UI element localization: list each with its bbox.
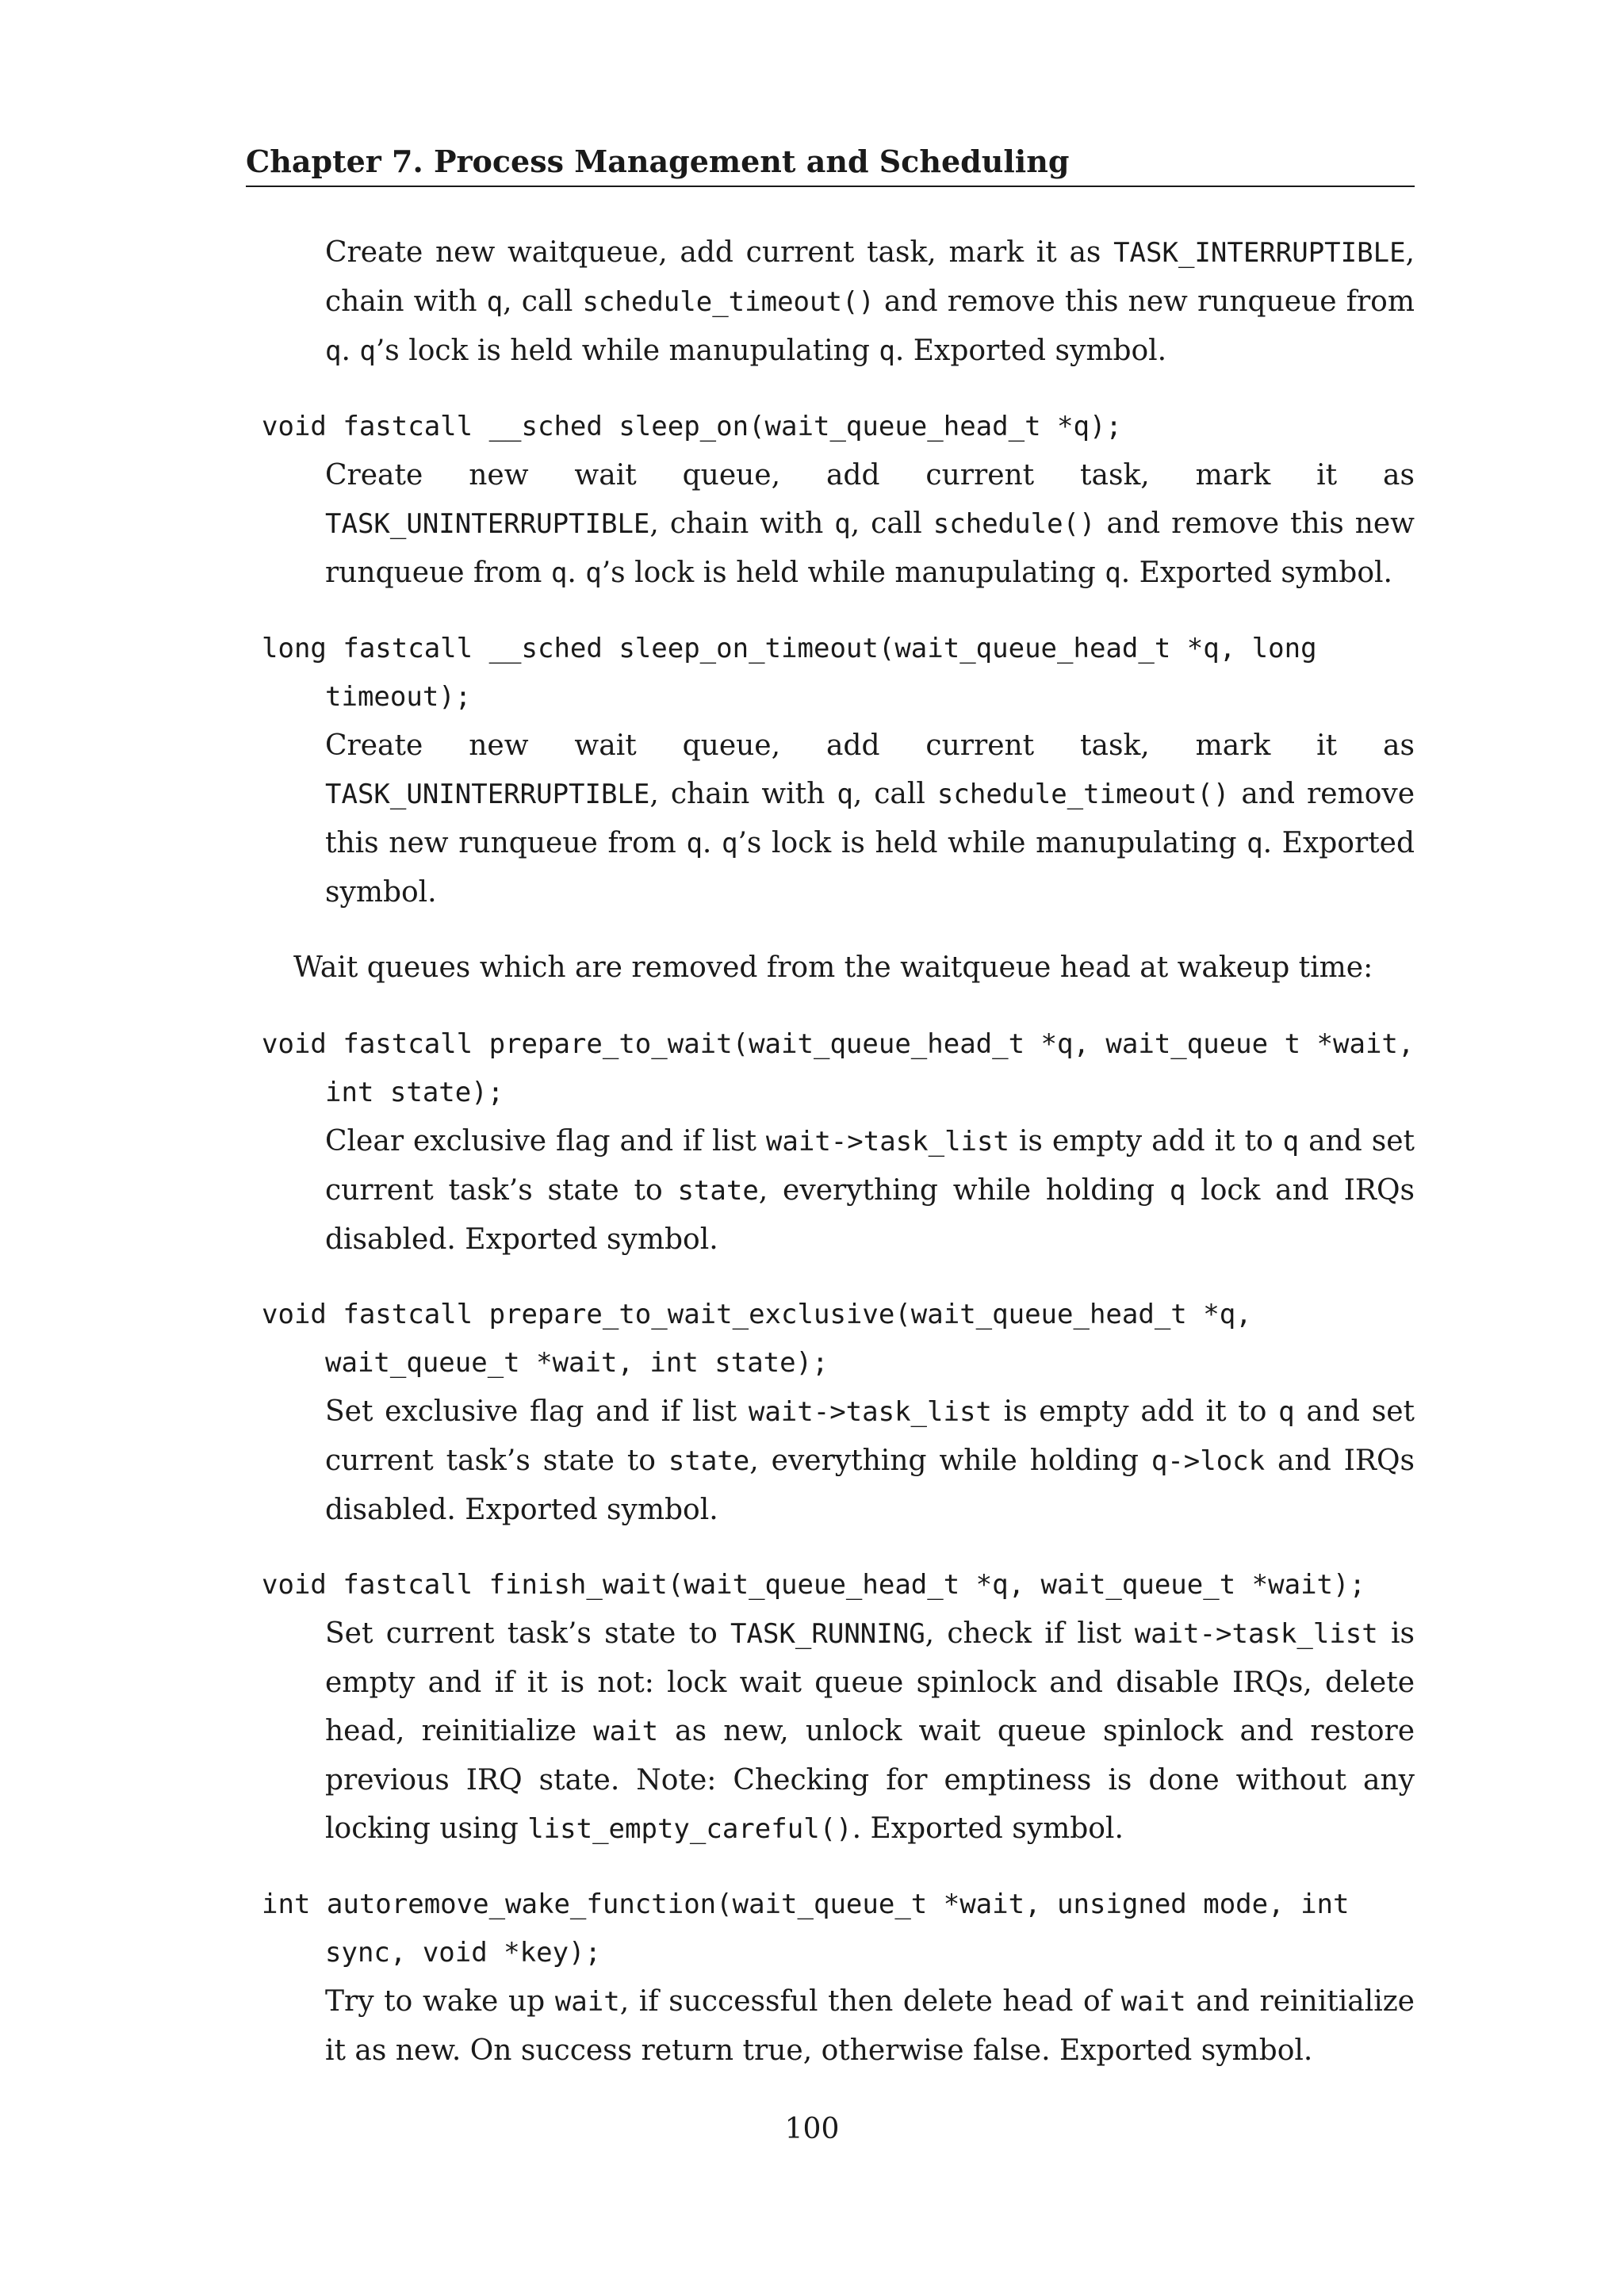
text-span: , chain with [649,507,835,540]
code-span: q [879,335,895,367]
text-span: and remove this new runqueue from [325,507,1415,589]
chapter-header: Chapter 7. Process Management and Scheduling [246,144,1070,179]
code-span: schedule_timeout() [936,779,1230,810]
text-span: and remove this new runqueue from [874,285,1415,318]
text-span: and IRQs disabled. Exported symbol. [325,1445,1415,1526]
text-span: and set current task’s state to [325,1395,1415,1477]
text-span: is empty add it to [991,1395,1279,1428]
code-span: q [325,335,342,367]
text-span: ’s lock is held while manupulating [601,557,1105,589]
text-span: lock and IRQs disabled. Exported symbol. [325,1174,1415,1256]
text-span: Set exclusive flag and if list [325,1395,749,1428]
code-span: wait [593,1716,659,1747]
code-span: TASK_RUNNING [730,1618,925,1650]
code-span: q [1278,1396,1295,1428]
function-signature: long fastcall __sched sleep_on_timeout(wait_queue_head_t *q, long timeout); [262,633,1317,713]
text-span: , call [503,285,583,318]
text-span: . Exported symbol. [894,335,1167,367]
text-span: . Exported symbol. [852,1812,1124,1845]
code-span: TASK_UNINTERRUPTIBLE [325,779,650,810]
code-span: wait [1120,1986,1186,2018]
text-span: , call [850,507,933,540]
text-span: . [567,557,586,589]
text-span: Create new wait queue, add current task, mark it as [325,459,1415,492]
text-span: . Exported symbol. [1120,557,1392,589]
code-span: TASK_UNINTERRUPTIBLE [325,508,650,540]
text-span: ’s lock is held while manupulating [737,827,1247,859]
code-span: q [550,557,568,589]
text-span: and set current task’s state to [325,1125,1415,1207]
code-span: q [1247,828,1263,859]
page-number: 100 [784,2113,840,2145]
text-span: , everything while holding [749,1445,1151,1477]
text-span: , chain with [325,236,1415,318]
text-span: Create new wait queue, add current task, mark it as [325,729,1415,762]
code-span: wait->task_list [748,1396,992,1428]
text-span: Try to wake up [325,1985,555,2018]
section-paragraph: Wait queues which are removed from the waitqueue head at wakeup time: [293,951,1373,984]
code-span: q [686,828,703,859]
function-signature: void fastcall __sched sleep_on(wait_queue_head_t *q); [262,411,1122,442]
code-span: list_empty_careful() [527,1813,852,1845]
text-span: . [341,335,360,367]
function-signature: void fastcall prepare_to_wait(wait_queue_head_t *q, wait_queue t *wait, int state); [262,1028,1415,1108]
entry-description [325,721,1415,916]
text-span: , check if list [925,1617,1135,1650]
code-span: q [837,779,853,810]
document-body [246,228,1415,2075]
code-span: wait->task_list [765,1126,1009,1158]
code-span: q [585,557,602,589]
text-span: Set current task’s state to [325,1617,731,1650]
text-span: is empty add it to [1009,1125,1283,1158]
text-span: Clear exclusive flag and if list [325,1125,766,1158]
entry-description [325,228,1415,376]
text-span: , if successful then delete head of [619,1985,1121,2018]
entry-description [325,1387,1415,1534]
code-span: wait->task_list [1134,1618,1378,1650]
text-span: Create new waitqueue, add current task, mark it as [325,236,1114,269]
entry-description [325,451,1415,598]
code-span: q [834,508,851,540]
function-signature: void fastcall prepare_to_wait_exclusive(wait_queue_head_t *q, wait_queue_t *wait, int state); [262,1299,1252,1379]
code-span: q [1169,1175,1186,1207]
code-span: wait [554,1986,620,2018]
text-span: as new, unlock wait queue spinlock and restore previous IRQ state. Note: Checking for emptiness is done without any locking using [325,1715,1415,1845]
entry-description [325,1609,1415,1854]
text-span: and remove this new runqueue from [325,778,1415,859]
code-span: schedule_timeout() [582,286,875,318]
text-span: . [702,827,722,859]
code-span: q [486,286,504,318]
entry-description [325,1977,1415,2075]
text-span: is empty and if it is not: lock wait queue spinlock and disable IRQs, delete head, reinitialize [325,1617,1415,1747]
code-span: q [1282,1126,1300,1158]
code-span: state [668,1445,750,1477]
function-signature: int autoremove_wake_function(wait_queue_t *wait, unsigned mode, int sync, void *key); [262,1888,1350,1969]
text-span: ’s lock is held while manupulating [375,335,879,367]
code-span: schedule() [933,508,1096,540]
text-span: , call [852,778,937,810]
code-span: q [1105,557,1121,589]
code-span: q [359,335,376,367]
code-span: TASK_INTERRUPTIBLE [1113,237,1406,269]
entry-description [325,1117,1415,1264]
text-span: . Exported symbol. [325,827,1415,909]
header-divider [246,186,1415,187]
function-signature: void fastcall finish_wait(wait_queue_head_t *q, wait_queue_t *wait); [262,1569,1365,1601]
code-span: q [722,828,738,859]
code-span: q->lock [1151,1445,1266,1477]
text-span: , chain with [649,778,837,810]
code-span: state [677,1175,759,1207]
text-span: , everything while holding [758,1174,1170,1207]
text-span: and reinitialize it as new. On success return true, otherwise false. Exported symbol. [325,1985,1415,2067]
